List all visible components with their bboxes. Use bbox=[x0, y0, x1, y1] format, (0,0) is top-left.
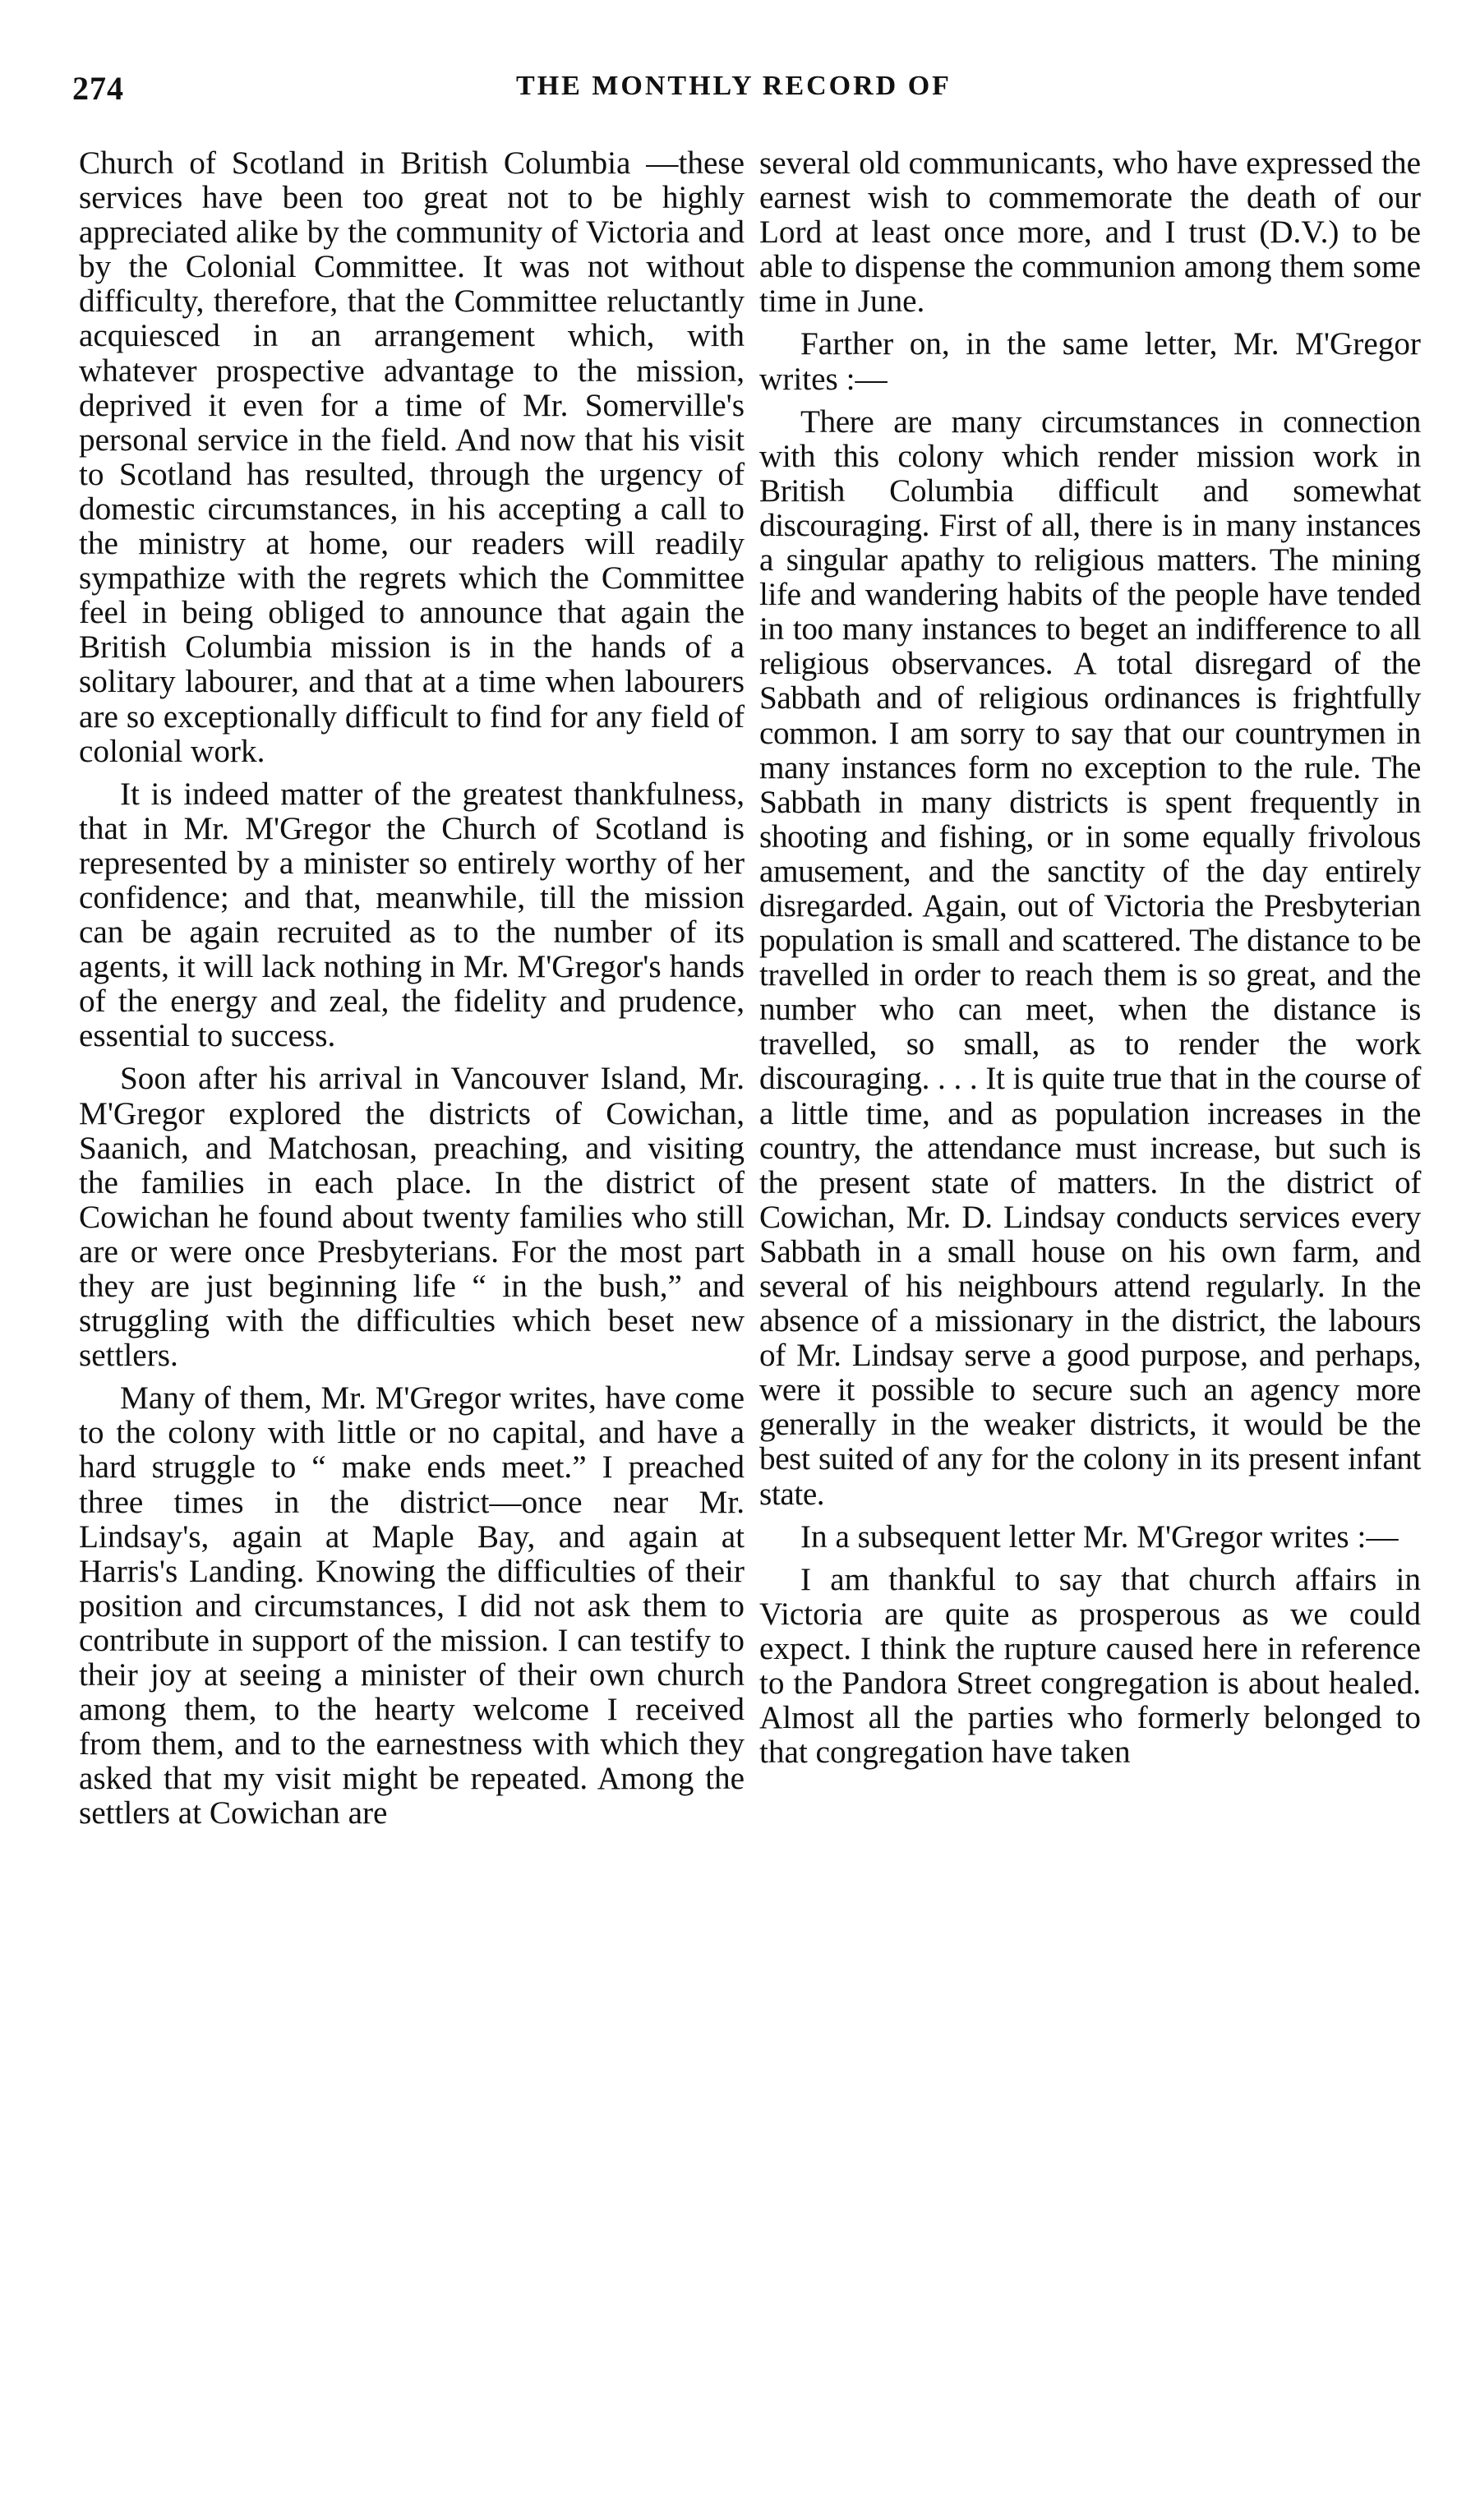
paragraph: several old communicants, who have expressed the earnest wish to commemorate the death of our Lord at least once more, and I trust (D.V.) to be able to dispense the communion among them some time in June. bbox=[759, 145, 1421, 320]
page-header bbox=[72, 69, 1395, 118]
paragraph: Many of them, Mr. M'Gregor writes, have come to the colony with little or no capital, and have a hard struggle to “ make ends meet.” I preached three times in the district—once near Mr. Lindsay's, again at Maple Bay, and again at Harris's Landing. Knowing the difficulties of their position and circumstances, I did not ask them to contribute in support of the mission. I can testify to their joy at seeing a minister of their own church among them, to the hearty welcome I received from them, and to the earnestness with which they asked that my visit might be repeated. Among the settlers at Cowichan are bbox=[79, 1380, 745, 1831]
left-column bbox=[79, 146, 745, 1840]
running-title: THE MONTHLY RECORD OF bbox=[516, 71, 952, 101]
paragraph: There are many circumstances in connection with this colony which render mission work in British Columbia difficult and somewhat discouraging. First of all, there is in many instances a singular apathy to religious matters. The mining life and wandering habits of the people have tended in too many instances to beget an indifference to all religious observances. A total disregard of the Sabbath and of religious ordinances is frightfully common. I am sorry to say that our countrymen in many instances form no exception to the rule. The Sabbath in many districts is spent frequently in shooting and fishing, or in some equally frivolous amusement, and the sanctity of the day entirely disregarded. Again, out of Victoria the Presbyterian population is small and scattered. The distance to be travelled in order to reach them is so great, and the number who can meet, when the distance is travelled, so small, as to render the work discouraging. . . . It is quite true that in the course of a little time, and as population increases in the country, the attendance must increase, but such is the present state of matters. In the district of Cowichan, Mr. D. Lindsay conducts services every Sabbath in a small house on his own farm, and several of his neighbours attend regularly. In the absence of a missionary in the district, the labours of Mr. Lindsay serve a good purpose, and perhaps, were it possible to secure such an agency more generally in the weaker districts, it would be the best suited of any for the colony in its present infant state. bbox=[759, 403, 1421, 1512]
paragraph: Farther on, in the same letter, Mr. M'Gregor writes :— bbox=[759, 326, 1421, 397]
paragraph: I am thankful to say that church affairs in Victoria are quite as prosperous as we could expect. I think the rupture caused here in reference to the Pandora Street congregation is about healed. Almost all the parties who formerly belonged to that congregation have taken bbox=[759, 1561, 1421, 1771]
paragraph: In a subsequent letter Mr. M'Gregor writes :— bbox=[800, 1518, 1399, 1555]
paragraph: Church of Scotland in British Columbia —these services have been too great not to be highly appreciated alike by the community of Victoria and by the Colonial Committee. It was not without difficulty, therefore, that the Committee reluctantly acquiesced in an arrangement which, with whatever prospective advantage to the mission, deprived it even for a time of Mr. Somerville's personal service in the field. And now that his visit to Scotland has resulted, through the urgency of domestic circumstances, in his accepting a call to the ministry at home, our readers will readily sympathize with the regrets which the Committee feel in being obliged to announce that again the British Columbia mission is in the hands of a solitary labourer, and that at a time when labourers are so exceptionally difficult to find for any field of colonial work. bbox=[79, 145, 745, 769]
paragraph: It is indeed matter of the greatest thankfulness, that in Mr. M'Gregor the Church of Scotland is represented by a minister so entirely worthy of her confidence; and that, meanwhile, till the mission can be again recruited as to the number of its agents, it will lack nothing in Mr. M'Gregor's hands of the energy and zeal, the fidelity and prudence, essential to success. bbox=[79, 776, 745, 1054]
right-column bbox=[759, 146, 1421, 1778]
page-number: 274 bbox=[72, 70, 124, 107]
paragraph: Soon after his arrival in Vancouver Island, Mr. M'Gregor explored the districts of Cowichan, Saanich, and Matchosan, preaching, and visiting the families in each place. In the district of Cowichan he found about twenty families who still are or were once Presbyterians. For the most part they are just beginning life “ in the bush,” and struggling with the difficulties which beset new settlers. bbox=[79, 1061, 745, 1374]
